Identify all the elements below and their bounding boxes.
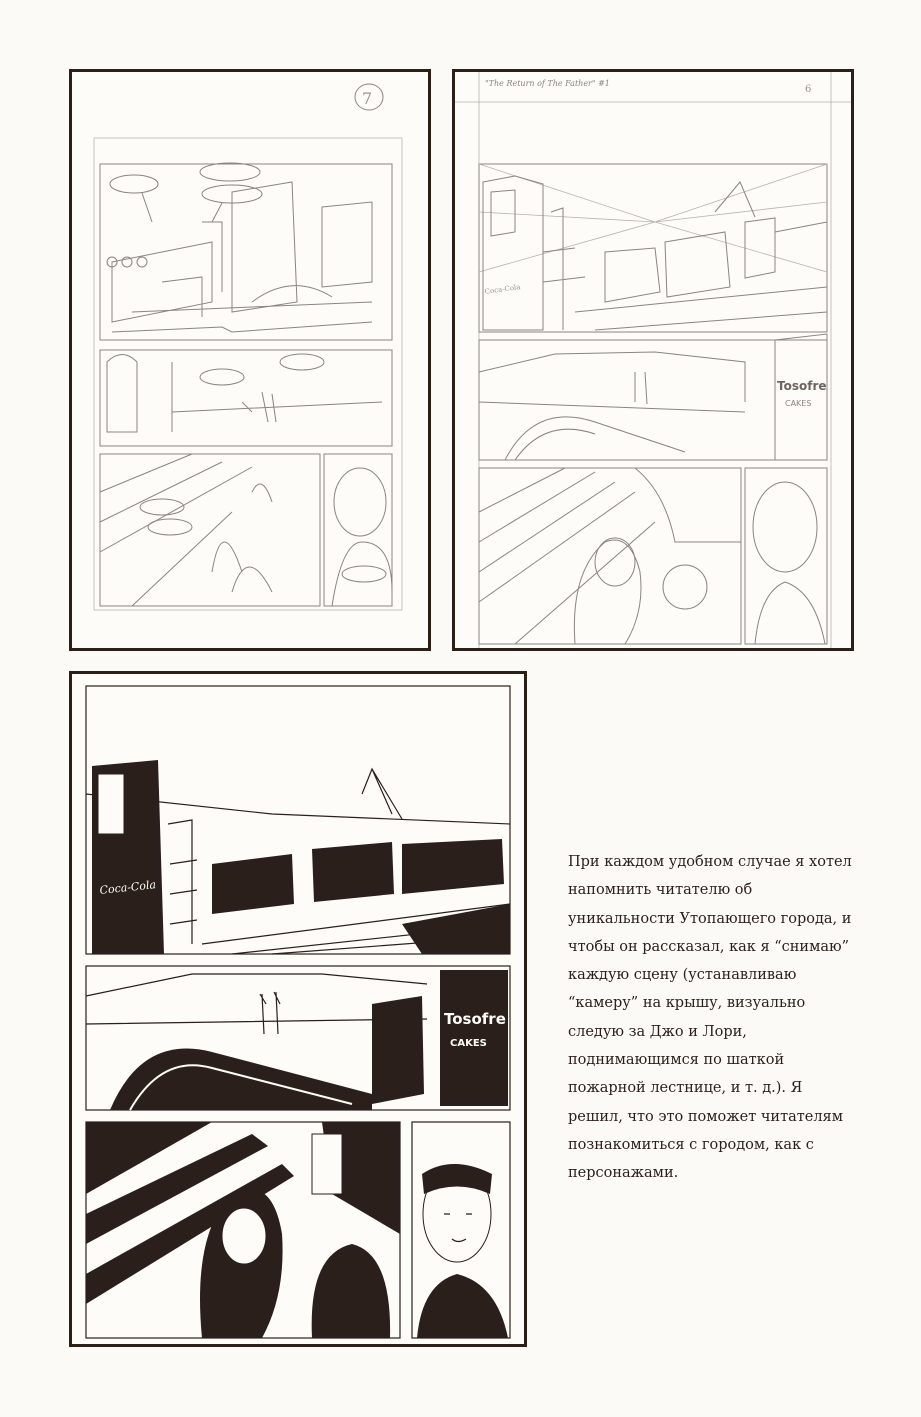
header-note: "The Return of The Father" #1 <box>485 79 610 88</box>
sketch-panel-4 <box>324 454 392 606</box>
pencil-panel-4 <box>745 468 827 644</box>
man-head-sketch <box>663 565 707 609</box>
pencil-layout-art <box>455 72 851 648</box>
speech-balloon <box>140 499 184 515</box>
sketch-face <box>334 468 386 536</box>
pencil-panel-3 <box>479 468 741 644</box>
speech-balloon <box>280 354 324 370</box>
speech-balloon <box>110 175 158 193</box>
speech-balloon <box>342 566 386 582</box>
pencil-layout-page <box>452 69 854 651</box>
speech-balloon <box>148 519 192 535</box>
svg-text:Tosofre: Tosofre <box>444 1010 506 1028</box>
sketch-panel-3 <box>100 454 320 606</box>
svg-text:CAKES: CAKES <box>785 399 812 408</box>
woman-face-sketch <box>595 538 635 586</box>
coca-cola-billboard: Coca-Cola <box>98 878 157 897</box>
sketch-panel-2 <box>100 350 392 446</box>
final-inks-page <box>69 671 527 1347</box>
woman-face <box>222 1208 266 1264</box>
billboard-sketch: Coca-Cola <box>484 283 521 296</box>
page-number-label: 7 <box>362 89 373 108</box>
caption-text: При каждом удобном случае я хотел напомнить читателю об уникальности Утопающего города, и чтобы он рассказал, как я “снимаю” каждую сцену (устанавливаю “камеру” на крышу, визуально следую за Джо и Лори, поднимающимся по шаткой пожарной лестнице, и т. д.). Я решил, что это поможет читателям познакомиться с городом, как с персонажами. <box>568 854 852 1182</box>
bakery-sign-sketch: Tosofre <box>777 379 827 393</box>
hanging-sign <box>312 1134 342 1194</box>
man-face-sketch <box>753 482 817 572</box>
speech-balloon <box>200 369 244 385</box>
thumbnail-sketch-art <box>72 72 428 648</box>
final-inks-art <box>72 674 524 1344</box>
speech-balloon <box>200 163 260 181</box>
page-number-label: 6 <box>805 84 812 95</box>
thumbnail-sketch-page <box>69 69 431 651</box>
svg-text:CAKES: CAKES <box>450 1038 487 1049</box>
sketch-panel-1 <box>100 164 392 340</box>
